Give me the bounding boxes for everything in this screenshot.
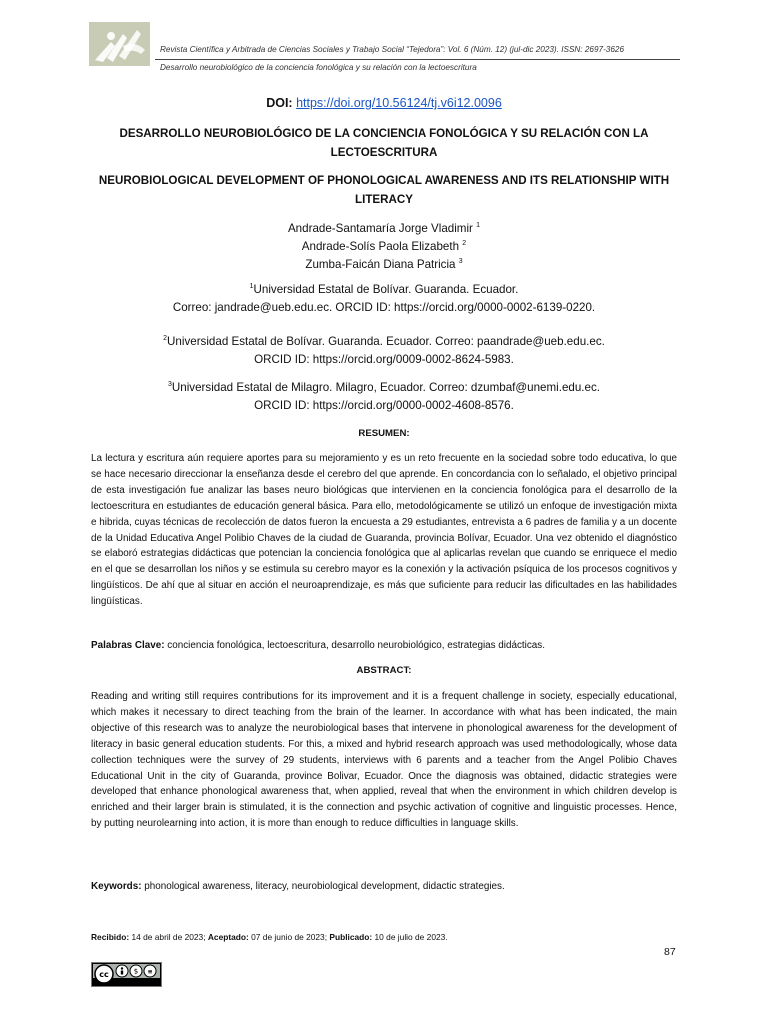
- affiliation-institution: Universidad Estatal de Bolívar. Guaranda. Ecuador.: [253, 283, 519, 296]
- affiliation-institution: Universidad Estatal de Milagro. Milagro, Ecuador. Correo: dzumbaf@unemi.edu.ec.: [171, 381, 600, 394]
- resumen-text: La lectura y escritura aún requiere aportes para su mejoramiento y es un reto frecuente en la sociedad sobre todo educativa, lo que se hace necesario direccionar la enseñanza desde el cerebro del que aprende. En concordancia con lo señalado, el objetivo principal de esta investigación fue analizar las bases neuro biológicas que intervienen en la conciencia fonológica para el desarrollo de la lectoescritura en estudiantes de educación general básica. Para ello, metodológicamente se utilizó un enfoque de investigación mixta e hibrida, cuyas técnicas de recolección de datos fueron la encuesta a 29 estudiantes, entrevista a 6 padres de familia y a un docente de la Unidad Educativa Angel Polibio Chaves de la ciudad de Guaranda, provincia Bolívar, Ecuador. Una vez obtenido el diagnóstico se elaboró estrategias didácticas que potencian la conciencia fonológica que al aplicarlas revelan que cuando se enriquece el medio en el que se desarrollan los niños y se estimula su cerebro mayor es la conexión y la activación psíquica de los procesos cognitivos y lingüísticos. De ahí que al situar en acción el neuroaprendizaje, es más que suficiente para reducir las dificultades en las habilidades lingüísticas.: [91, 453, 677, 608]
- author-name: Andrade-Santamaría Jorge Vladimir: [287, 222, 473, 235]
- received-label: Recibido:: [91, 932, 130, 942]
- abstract-text: Reading and writing still requires contributions for its improvement and it is a frequent challenge in society, especially educational, which makes it necessary to direct teaching from the brain of the learner. In accordance with what has been indicated, the main objective of this research was to analyze the neurobiological bases that intervene in phonological awareness for the development of literacy in basic general education students. For this, a mixed and hybrid research approach was used methodologically, whose data collection techniques were the survey of 29 students, interviews with 6 parents and a teacher from the Angel Polibio Chaves Educational Unit in the city of Guaranda, province Bolivar, Ecuador. Once the diagnosis was obtained, didactic strategies were developed that enhance phonological awareness that, when applied, reveal that when the environment in which children develop is enriched and their larger brain is stimulated, it is the connection and psychic activation of cognitive and linguistic processes. Hence, by putting neurolearning into action, it is more than enough to reduce difficulties in language skills.: [91, 691, 677, 830]
- author-affiliation-number: 1: [476, 222, 481, 229]
- keywords-list: phonological awareness, literacy, neurobiological development, didactic strategies.: [141, 881, 505, 892]
- resumen-keywords: [91, 640, 677, 651]
- published-label: Publicado:: [329, 932, 373, 942]
- received-date: 14 de abril de 2023;: [129, 932, 208, 942]
- affiliation-contact: Correo: jandrade@ueb.edu.ec. ORCID ID: https://orcid.org/0000-0002-6139-0220.: [172, 301, 596, 314]
- author-name: Zumba-Faicán Diana Patricia: [305, 258, 456, 271]
- affiliation-number: 1: [249, 283, 254, 290]
- header-divider: [155, 59, 680, 60]
- author-name: Andrade-Solís Paola Elizabeth: [301, 240, 460, 253]
- affiliation-number: 2: [163, 335, 168, 342]
- abstract-heading: ABSTRACT:: [356, 665, 412, 676]
- affiliation-institution: Universidad Estatal de Bolívar. Guaranda. Ecuador. Correo: paandrade@ueb.edu.ec.: [167, 335, 605, 348]
- page-number: 87: [664, 946, 676, 958]
- affiliation-number: 3: [168, 381, 172, 388]
- publication-dates: [91, 932, 448, 942]
- svg-text:≡: ≡: [147, 968, 153, 976]
- author-3: [80, 253, 688, 274]
- doi-line: [80, 96, 688, 110]
- published-date: 10 de julio de 2023.: [372, 932, 448, 942]
- svg-text:cc: cc: [99, 970, 109, 979]
- accepted-date: 07 de junio de 2023;: [248, 932, 330, 942]
- journal-logo: [89, 22, 150, 66]
- affiliation-3: [80, 376, 688, 415]
- resumen-heading: RESUMEN:: [358, 428, 410, 439]
- title-spanish: DESARROLLO NEUROBIOLÓGICO DE LA CONCIENCIA FONOLÓGICA Y SU RELACIÓN CON LA LECTOESCRITURA: [119, 127, 649, 159]
- author-affiliation-number: 3: [458, 258, 463, 265]
- affiliation-1: [80, 278, 688, 317]
- keywords-list: conciencia fonológica, lectoescritura, desarrollo neurobiológico, estrategias didácticas.: [164, 640, 545, 651]
- running-header-journal: Revista Científica y Arbitrada de Ciencias Sociales y Trabajo Social “Tejedora”: Vol. 6 (Núm. 12) (jul-dic 2023). ISSN: 2697-3626: [160, 45, 625, 54]
- keywords-label: Palabras Clave:: [91, 640, 165, 651]
- svg-text:$: $: [133, 967, 139, 976]
- doi-link[interactable]: https://doi.org/10.56124/tj.v6i12.0096: [296, 96, 502, 110]
- title-english: NEUROBIOLOGICAL DEVELOPMENT OF PHONOLOGICAL AWARENESS AND ITS RELATIONSHIP WITH LITERACY: [98, 174, 670, 206]
- accepted-label: Aceptado:: [207, 932, 249, 942]
- author-affiliation-number: 2: [462, 240, 467, 247]
- running-header-article: Desarrollo neurobiológico de la conciencia fonológica y su relación con la lectoescritura: [160, 63, 477, 72]
- affiliation-contact: ORCID ID: https://orcid.org/0000-0002-4608-8576.: [254, 399, 514, 412]
- cc-license-icon: [91, 962, 162, 987]
- keywords-label: Keywords:: [91, 881, 142, 892]
- doi-label: DOI:: [266, 96, 293, 110]
- affiliation-2: [80, 330, 688, 369]
- affiliation-contact: ORCID ID: https://orcid.org/0009-0002-8624-5983.: [254, 353, 514, 366]
- abstract-keywords: [91, 881, 677, 892]
